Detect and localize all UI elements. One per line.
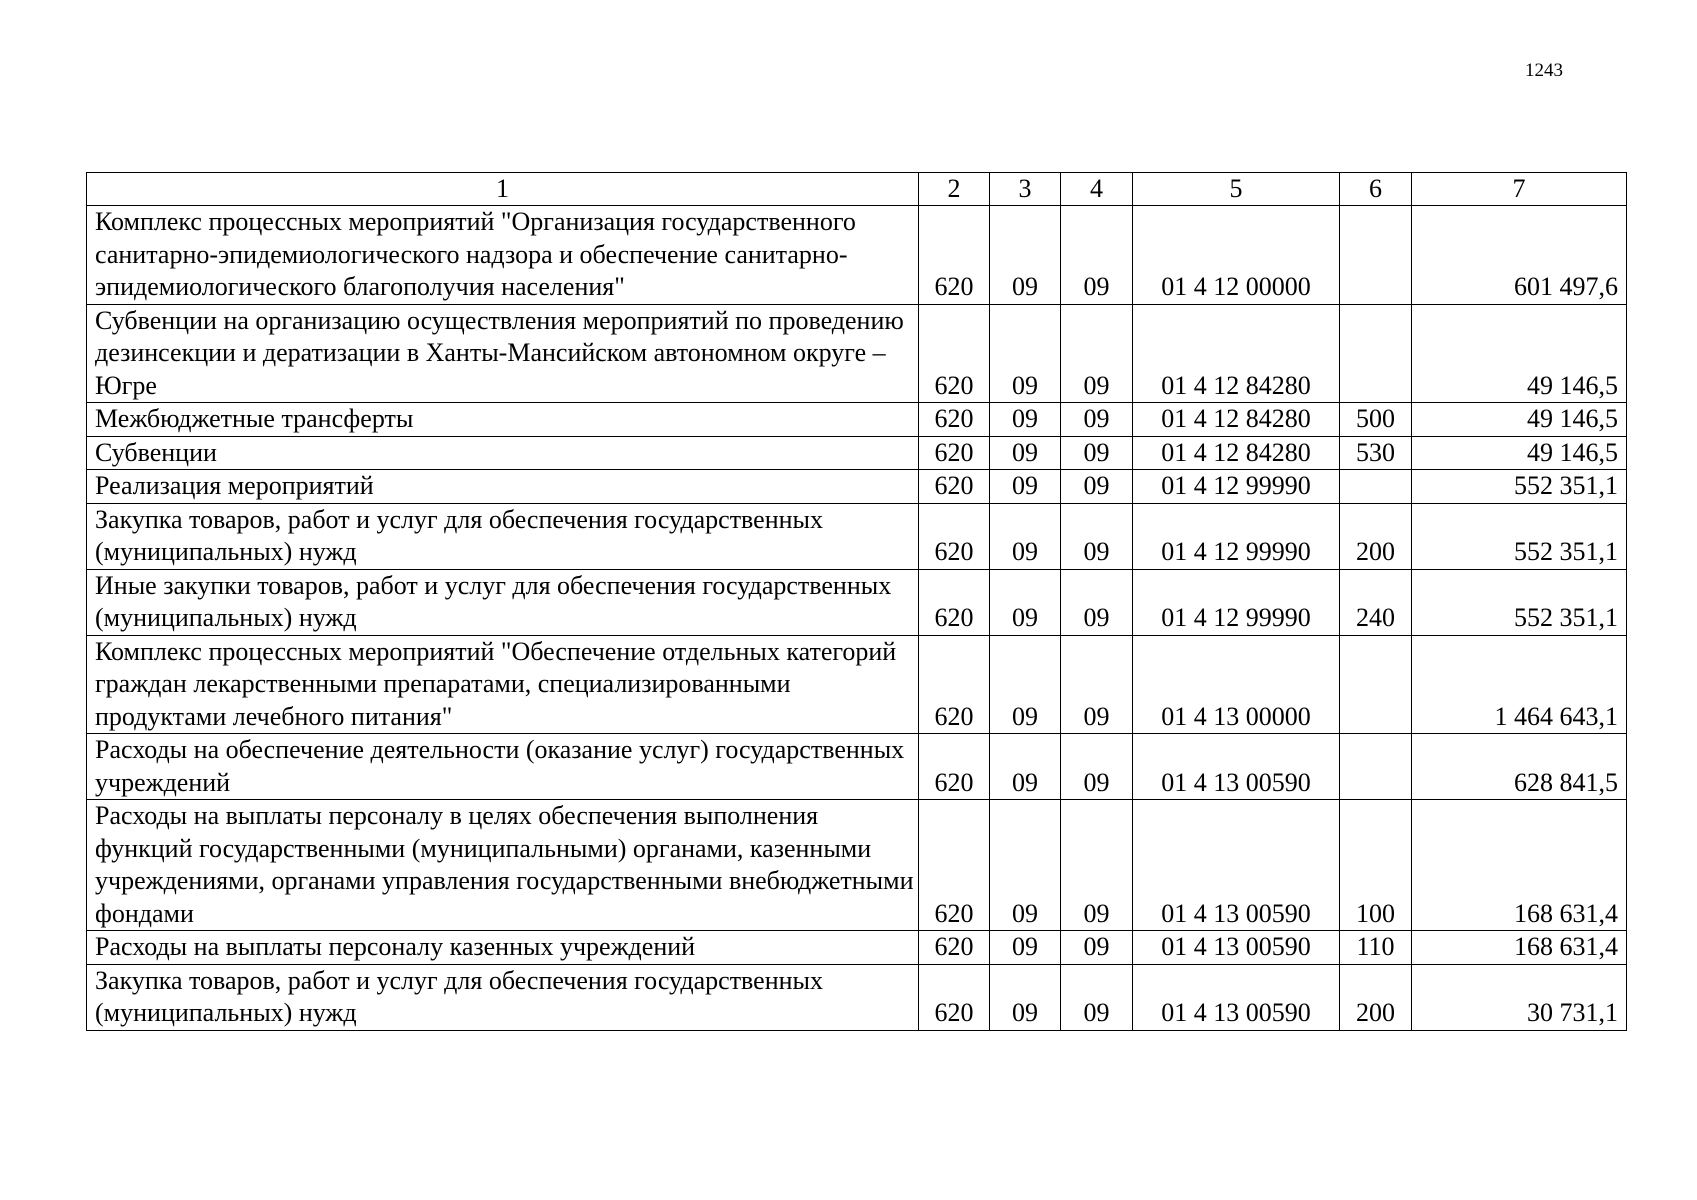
- col4-cell: 09: [1061, 470, 1133, 504]
- col3-cell: 09: [990, 436, 1061, 470]
- col4-cell: 09: [1061, 304, 1133, 403]
- col3-cell: 09: [990, 304, 1061, 403]
- col5-cell: 01 4 13 00590: [1133, 931, 1340, 965]
- col6-cell: [1340, 206, 1412, 305]
- col4-cell: 09: [1061, 503, 1133, 569]
- column-header: 3: [990, 173, 1061, 206]
- page-number: 1243: [1525, 60, 1563, 81]
- col3-cell: 09: [990, 206, 1061, 305]
- col4-cell: 09: [1061, 635, 1133, 734]
- table-row: [87, 503, 1627, 569]
- table-row: [87, 931, 1627, 965]
- col2-cell: 620: [919, 304, 990, 403]
- amount-cell: 601 497,6: [1412, 206, 1627, 305]
- col2-cell: 620: [919, 503, 990, 569]
- table-row: [87, 436, 1627, 470]
- row-name: Субвенции: [87, 436, 919, 470]
- col4-cell: 09: [1061, 964, 1133, 1030]
- amount-cell: 168 631,4: [1412, 800, 1627, 931]
- col5-cell: 01 4 12 99990: [1133, 569, 1340, 635]
- col3-cell: 09: [990, 931, 1061, 965]
- col6-cell: [1340, 470, 1412, 504]
- header-row: [87, 173, 1627, 206]
- col4-cell: 09: [1061, 403, 1133, 437]
- col2-cell: 620: [919, 800, 990, 931]
- col3-cell: 09: [990, 403, 1061, 437]
- col2-cell: 620: [919, 931, 990, 965]
- row-name: Иные закупки товаров, работ и услуг для обеспечения государственных (муниципальных) нужд: [87, 569, 919, 635]
- column-header: 6: [1340, 173, 1412, 206]
- row-name: Закупка товаров, работ и услуг для обеспечения государственных (муниципальных) нужд: [87, 964, 919, 1030]
- col6-cell: 200: [1340, 964, 1412, 1030]
- col3-cell: 09: [990, 635, 1061, 734]
- col2-cell: 620: [919, 635, 990, 734]
- col6-cell: [1340, 734, 1412, 800]
- table-row: [87, 800, 1627, 931]
- row-name: Комплекс процессных мероприятий "Обеспечение отдельных категорий граждан лекарственными препаратами, специализированными продуктами лечебного питания": [87, 635, 919, 734]
- table-row: [87, 569, 1627, 635]
- col4-cell: 09: [1061, 206, 1133, 305]
- col6-cell: [1340, 304, 1412, 403]
- amount-cell: 1 464 643,1: [1412, 635, 1627, 734]
- col6-cell: 110: [1340, 931, 1412, 965]
- col2-cell: 620: [919, 470, 990, 504]
- table-row: [87, 470, 1627, 504]
- col5-cell: 01 4 13 00590: [1133, 734, 1340, 800]
- table-row: [87, 206, 1627, 305]
- row-name: Реализация мероприятий: [87, 470, 919, 504]
- col4-cell: 09: [1061, 734, 1133, 800]
- col5-cell: 01 4 13 00590: [1133, 964, 1340, 1030]
- column-header: 4: [1061, 173, 1133, 206]
- table-row: [87, 635, 1627, 734]
- col2-cell: 620: [919, 403, 990, 437]
- col2-cell: 620: [919, 436, 990, 470]
- amount-cell: 168 631,4: [1412, 931, 1627, 965]
- col3-cell: 09: [990, 734, 1061, 800]
- table-row: [87, 964, 1627, 1030]
- column-header: 5: [1133, 173, 1340, 206]
- col3-cell: 09: [990, 569, 1061, 635]
- col3-cell: 09: [990, 470, 1061, 504]
- col6-cell: 100: [1340, 800, 1412, 931]
- amount-cell: 30 731,1: [1412, 964, 1627, 1030]
- row-name: Расходы на выплаты персоналу в целях обеспечения выполнения функций государственными (муниципальными) органами, казенными учреждениями, органами управления государственными внебюджетными фондами: [87, 800, 919, 931]
- amount-cell: 628 841,5: [1412, 734, 1627, 800]
- budget-table: [86, 172, 1627, 1031]
- column-header: 2: [919, 173, 990, 206]
- col3-cell: 09: [990, 503, 1061, 569]
- col6-cell: 530: [1340, 436, 1412, 470]
- col4-cell: 09: [1061, 436, 1133, 470]
- col4-cell: 09: [1061, 800, 1133, 931]
- col4-cell: 09: [1061, 569, 1133, 635]
- col5-cell: 01 4 12 84280: [1133, 403, 1340, 437]
- col2-cell: 620: [919, 206, 990, 305]
- row-name: Расходы на обеспечение деятельности (оказание услуг) государственных учреждений: [87, 734, 919, 800]
- row-name: Расходы на выплаты персоналу казенных учреждений: [87, 931, 919, 965]
- col5-cell: 01 4 12 84280: [1133, 436, 1340, 470]
- amount-cell: 49 146,5: [1412, 436, 1627, 470]
- row-name: Комплекс процессных мероприятий "Организация государственного санитарно-эпидемиологического надзора и обеспечение санитарно-эпидемиологического благополучия населения": [87, 206, 919, 305]
- table-row: [87, 734, 1627, 800]
- col6-cell: 500: [1340, 403, 1412, 437]
- col5-cell: 01 4 12 84280: [1133, 304, 1340, 403]
- col2-cell: 620: [919, 734, 990, 800]
- col5-cell: 01 4 12 99990: [1133, 503, 1340, 569]
- col2-cell: 620: [919, 569, 990, 635]
- col5-cell: 01 4 13 00000: [1133, 635, 1340, 734]
- col4-cell: 09: [1061, 931, 1133, 965]
- col5-cell: 01 4 12 00000: [1133, 206, 1340, 305]
- amount-cell: 552 351,1: [1412, 470, 1627, 504]
- amount-cell: 49 146,5: [1412, 403, 1627, 437]
- col6-cell: 200: [1340, 503, 1412, 569]
- col6-cell: [1340, 635, 1412, 734]
- col3-cell: 09: [990, 800, 1061, 931]
- amount-cell: 552 351,1: [1412, 503, 1627, 569]
- row-name: Субвенции на организацию осуществления мероприятий по проведению дезинсекции и дератизации в Ханты-Мансийском автономном округе – Югре: [87, 304, 919, 403]
- col2-cell: 620: [919, 964, 990, 1030]
- column-header: 7: [1412, 173, 1627, 206]
- row-name: Закупка товаров, работ и услуг для обеспечения государственных (муниципальных) нужд: [87, 503, 919, 569]
- column-header: 1: [87, 173, 919, 206]
- col5-cell: 01 4 13 00590: [1133, 800, 1340, 931]
- amount-cell: 552 351,1: [1412, 569, 1627, 635]
- col6-cell: 240: [1340, 569, 1412, 635]
- amount-cell: 49 146,5: [1412, 304, 1627, 403]
- table-row: [87, 304, 1627, 403]
- table-row: [87, 403, 1627, 437]
- row-name: Межбюджетные трансферты: [87, 403, 919, 437]
- col3-cell: 09: [990, 964, 1061, 1030]
- col5-cell: 01 4 12 99990: [1133, 470, 1340, 504]
